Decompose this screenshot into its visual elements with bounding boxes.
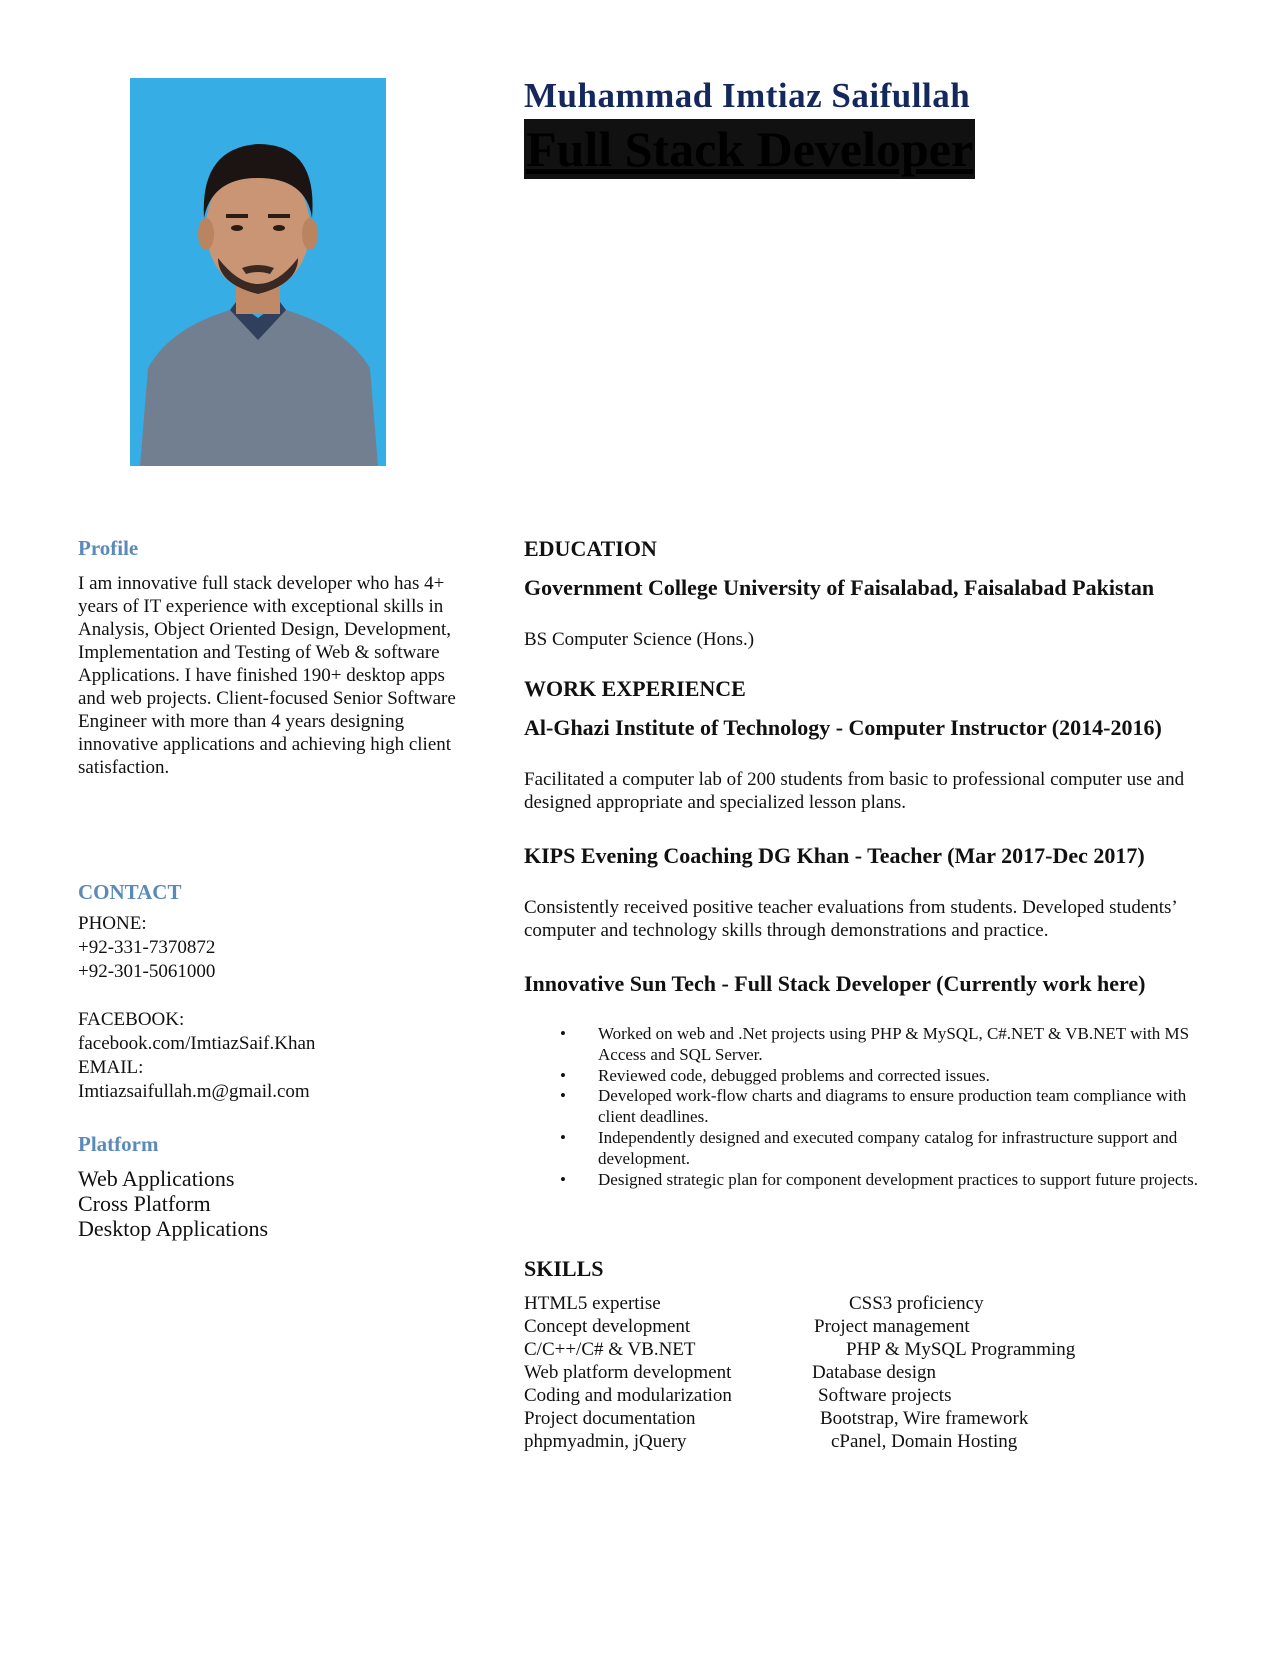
list-item: • Developed work-flow charts and diagrams to ensure production team compliance with client deadlines.	[560, 1086, 1187, 1127]
facebook-label: FACEBOOK:	[78, 1009, 185, 1030]
skill-item: Database design	[812, 1362, 936, 1383]
contact-block	[78, 912, 458, 1104]
job-title: KIPS Evening Coaching DG Khan - Teacher (Mar 2017-Dec 2017)	[524, 843, 1145, 868]
skill-item: CSS3 proficiency	[849, 1293, 984, 1314]
bullet-icon: •	[560, 1127, 566, 1147]
phone-number: +92-331-7370872	[78, 937, 216, 958]
phone-number: +92-301-5061000	[78, 961, 216, 982]
degree: BS Computer Science (Hons.)	[524, 629, 755, 650]
work-experience-heading: WORK EXPERIENCE	[524, 676, 746, 701]
profile-photo	[130, 78, 386, 466]
skill-item: Bootstrap, Wire framework	[820, 1408, 1029, 1429]
list-item: • Worked on web and .Net projects using PHP & MySQL, C#.NET & VB.NET with MS Access and SQL Server.	[560, 1024, 1190, 1064]
list-item: • Reviewed code, debugged problems and corrected issues.	[560, 1065, 990, 1085]
job-description: Facilitated a computer lab of 200 students from basic to professional computer use and designed appropriate and specialized lesson plans.	[524, 769, 1185, 813]
skill-item: HTML5 expertise	[524, 1293, 661, 1314]
skill-item: C/C++/C# & VB.NET	[524, 1339, 696, 1360]
skill-item: Project management	[814, 1316, 970, 1337]
list-item: • Designed strategic plan for component development practices to support future projects.	[560, 1169, 1199, 1189]
platform-list	[78, 1166, 268, 1241]
job-bullet-list	[560, 1024, 1200, 1190]
platform-heading: Platform	[78, 1132, 159, 1156]
profile-heading: Profile	[78, 536, 139, 560]
skill-item: phpmyadmin, jQuery	[524, 1431, 687, 1452]
skill-item: Project documentation	[524, 1408, 696, 1429]
skill-item: Concept development	[524, 1316, 691, 1337]
email-label: EMAIL:	[78, 1057, 144, 1078]
platform-item: Web Applications	[78, 1166, 235, 1191]
email-link[interactable]: Imtiazsaifullah.m@gmail.com	[78, 1081, 310, 1102]
job-title-banner: Full Stack Developer	[526, 121, 974, 177]
platform-item: Desktop Applications	[78, 1216, 269, 1241]
bullet-icon: •	[560, 1024, 566, 1043]
platform-item: Cross Platform	[78, 1191, 211, 1216]
bullet-icon: •	[560, 1065, 566, 1085]
facebook-link[interactable]: facebook.com/ImtiazSaif.Khan	[78, 1033, 316, 1054]
skill-item: Coding and modularization	[524, 1385, 732, 1406]
profile-text: I am innovative full stack developer who has 4+ years of IT experience with exceptional skills in Analysis, Object Oriented Design, Development, Implementation and Testing of Web & software Applications. I have finished 190+ desktop apps and web projects. Client-focused Senior Software Engineer with more than 4 years designing innovative applications and achieving high client satisfaction.	[78, 573, 456, 778]
job-title: Al-Ghazi Institute of Technology - Computer Instructor (2014-2016)	[524, 715, 1162, 740]
candidate-name: Muhammad Imtiaz Saifullah	[524, 76, 971, 115]
education-heading: EDUCATION	[524, 536, 657, 561]
school-name: Government College University of Faisalabad, Faisalabad Pakistan	[524, 575, 1155, 600]
contact-heading: CONTACT	[78, 880, 182, 904]
bullet-icon: •	[560, 1169, 566, 1189]
job-description: Consistently received positive teacher evaluations from students. Developed students’ computer and technology skills through demonstrations and practice.	[524, 897, 1177, 941]
job-title: Innovative Sun Tech - Full Stack Developer (Currently work here)	[524, 971, 1146, 996]
skill-item: cPanel, Domain Hosting	[831, 1431, 1018, 1452]
skill-item: Software projects	[818, 1385, 952, 1406]
skills-heading: SKILLS	[524, 1256, 604, 1281]
list-item: • Independently designed and executed company catalog for infrastructure support and development.	[560, 1127, 1178, 1168]
skill-item: PHP & MySQL Programming	[846, 1339, 1076, 1360]
bullet-icon: •	[560, 1086, 566, 1106]
phone-label: PHONE:	[78, 913, 147, 934]
skill-item: Web platform development	[524, 1362, 732, 1383]
